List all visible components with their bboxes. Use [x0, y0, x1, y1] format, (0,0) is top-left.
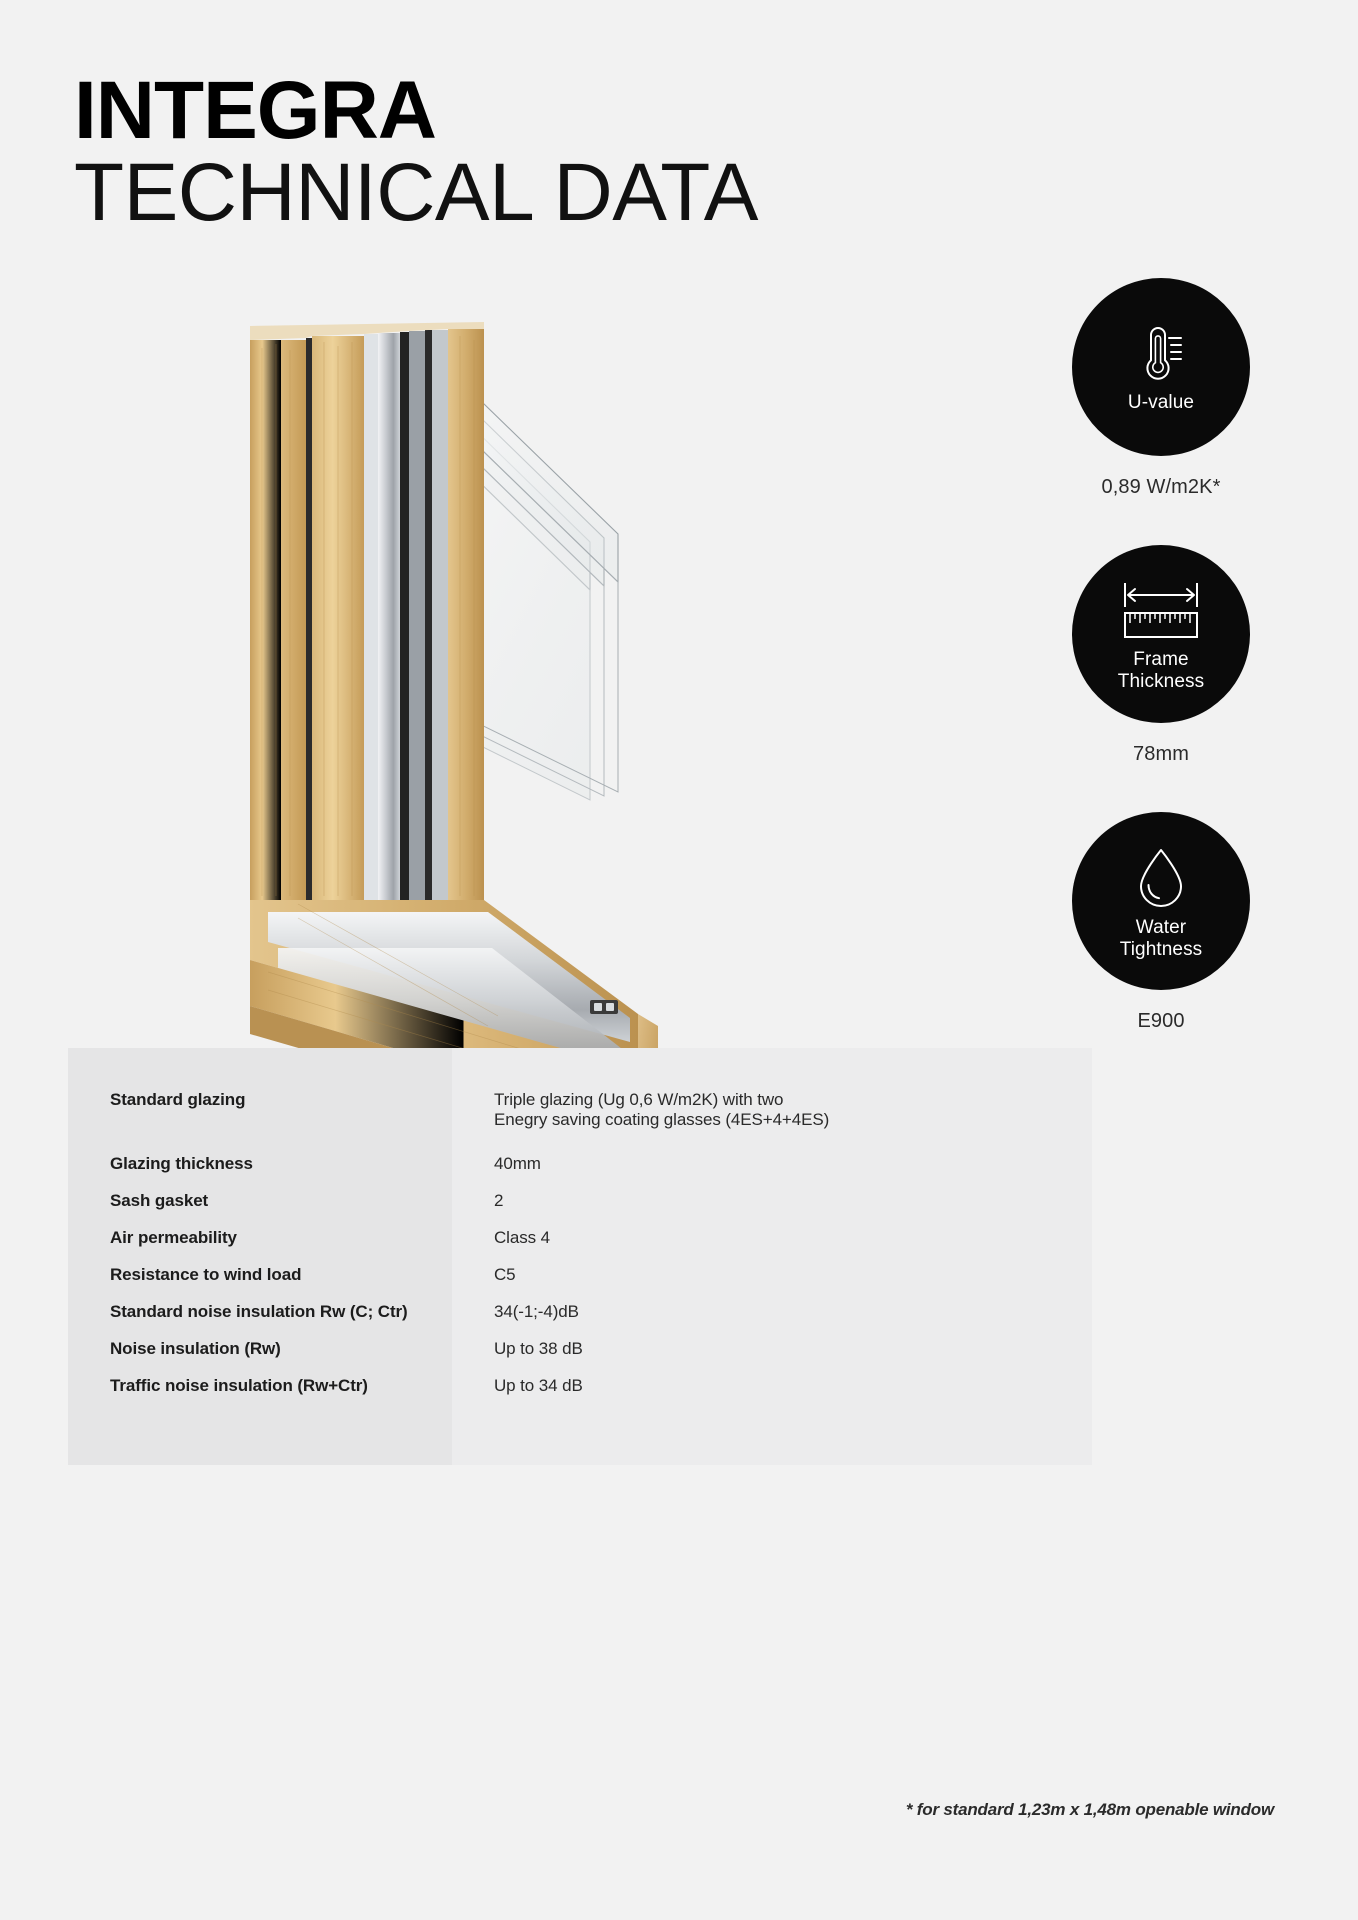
- thermometer-icon: [1135, 326, 1187, 384]
- title-subtitle: TECHNICAL DATA: [74, 146, 758, 238]
- spec-label: Noise insulation (Rw): [110, 1339, 281, 1358]
- spec-label: Air permeability: [110, 1228, 237, 1247]
- spec-value: 34(-1;-4)dB: [494, 1302, 579, 1321]
- badge-u-value: [1072, 278, 1250, 499]
- badge-column: [1046, 278, 1276, 1033]
- spec-value: 40mm: [494, 1154, 541, 1173]
- badge-label-frame-thickness: [1118, 649, 1204, 694]
- spec-value-line2: Enegry saving coating glasses (4ES+4+4ES): [494, 1110, 830, 1129]
- spec-value: 2: [494, 1191, 504, 1210]
- water-drop-icon: [1135, 847, 1187, 909]
- spec-label-column: [68, 1048, 452, 1465]
- ruler-icon: [1122, 581, 1200, 641]
- spec-label: Sash gasket: [110, 1191, 209, 1210]
- spec-value-column: [452, 1048, 1092, 1465]
- spec-label: Traffic noise insulation (Rw+Ctr): [110, 1376, 368, 1395]
- page-title: [74, 65, 758, 238]
- spec-value: [452, 1090, 1092, 1154]
- spec-label: Glazing thickness: [110, 1154, 253, 1173]
- window-cross-section-illustration: [238, 300, 658, 980]
- spec-value-line1: Triple glazing (Ug 0,6 W/m2K) with two: [494, 1090, 784, 1109]
- vertical-frame-profile: [250, 322, 484, 900]
- badge-label-water-tightness: [1120, 917, 1203, 962]
- badge-value-u-value: 0,89 W/m2K*: [1101, 476, 1221, 498]
- spec-value: Up to 38 dB: [494, 1339, 583, 1358]
- spec-value: C5: [494, 1265, 516, 1284]
- badge-label-line2: Tightness: [1119, 939, 1203, 960]
- spec-label: Standard noise insulation Rw (C; Ctr): [110, 1302, 408, 1321]
- spec-value: Class 4: [494, 1228, 550, 1247]
- badge-value-frame-thickness: 78mm: [1133, 743, 1189, 765]
- spec-label: Resistance to wind load: [110, 1265, 302, 1284]
- title-brand: INTEGRA: [74, 65, 436, 156]
- footnote: * for standard 1,23m x 1,48m openable window: [905, 1800, 1274, 1819]
- spec-label: Standard glazing: [110, 1090, 246, 1109]
- badge-label-line1: Water: [1135, 916, 1187, 938]
- spec-value: Up to 34 dB: [494, 1376, 583, 1395]
- specification-table: [68, 1048, 1092, 1465]
- badge-label-line2: Thickness: [1117, 671, 1205, 692]
- badge-value-water-tightness: E900: [1137, 1010, 1185, 1032]
- badge-circle-water-tightness: [1072, 812, 1250, 990]
- badge-circle-frame-thickness: [1072, 545, 1250, 723]
- badge-water-tightness: [1072, 812, 1250, 1033]
- badge-label-u-value: U-value: [1127, 391, 1195, 413]
- badge-circle-u-value: [1072, 278, 1250, 456]
- badge-frame-thickness: [1072, 545, 1250, 766]
- badge-label-line1: Frame: [1133, 648, 1189, 670]
